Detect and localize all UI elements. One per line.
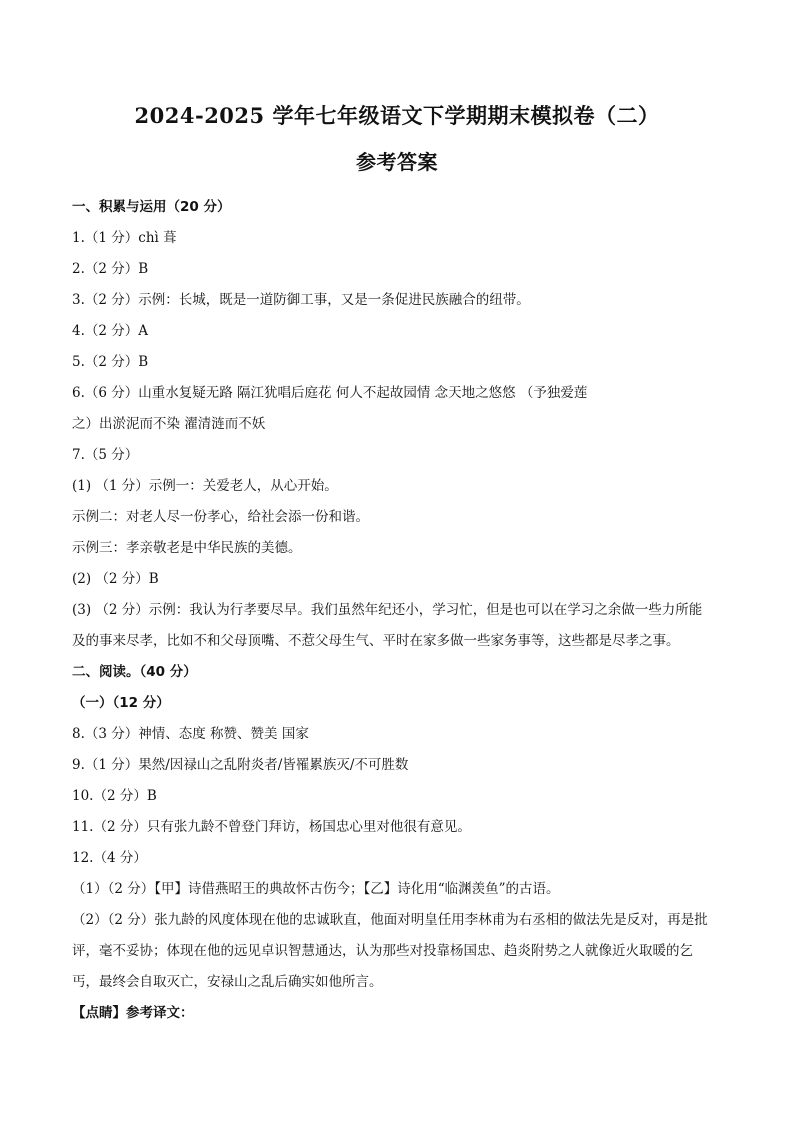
answer-line: 7.（5 分）	[72, 447, 139, 463]
answer-line: 12.（4 分）	[72, 850, 147, 866]
answer-line: 10.（2 分）B	[72, 788, 157, 804]
answer-line: （1）（2 分）【甲】诗借燕昭王的典故怀古伤今；【乙】诗化用“临渊羡鱼”的古语。	[72, 881, 560, 897]
answer-line: 6.（6 分）山重水复疑无路 隔江犹唱后庭花 何人不起故园情 念天地之悠悠 （予独爱莲	[72, 385, 588, 401]
answer-line: 9.（1 分）果然/因禄山之乱附炎者/皆罹累族灭/不可胜数	[72, 757, 409, 773]
answer-line: 丐，最终会自取灭亡，安禄山之乱后确实如他所言。	[72, 974, 383, 990]
answer-line: 示例二：对老人尽一份孝心，给社会添一份和谐。	[72, 509, 369, 525]
answer-line: 2.（2 分）B	[72, 261, 149, 277]
answer-line: 评，毫不妥协；体现在他的远见卓识智慧通达，认为那些对投靠杨国忠、趋炎附势之人就像近火取暖的乞	[72, 943, 693, 959]
section-heading: （一）（12 分）	[72, 695, 170, 711]
answer-line: (1) （1 分）示例一：关爱老人，从心开始。	[72, 478, 338, 494]
answer-line: 1.（1 分）chì 葺	[72, 230, 177, 246]
answer-line: 4.（2 分）A	[72, 323, 149, 339]
answer-line: 及的事来尽孝，比如不和父母顶嘴、不惹父母生气、平时在家多做一些家务事等，这些都是尽孝之事。	[72, 633, 680, 649]
answer-line: 11.（2 分）只有张九龄不曾登门拜访，杨国忠心里对他很有意见。	[72, 819, 471, 835]
answer-line: (3) （2 分）示例：我认为行孝要尽早。我们虽然年纪还小，学习忙，但是也可以在学习之余做一些力所能	[72, 602, 703, 618]
answer-line: 8.（3 分）神情、态度 称赞、赞美 国家	[72, 726, 309, 742]
answer-line: 之）出淤泥而不染 濯清涟而不妖	[72, 416, 266, 432]
answer-line: （2）（2 分）张九龄的风度体现在他的忠诚耿直，他面对明皇任用李林甫为右丞相的做法先是反对，再是批	[72, 912, 708, 928]
document-subtitle: 参考答案	[356, 150, 438, 174]
section-heading: 【点睛】参考译文：	[72, 1005, 194, 1021]
answer-line: 3.（2 分）示例：长城，既是一道防御工事，又是一条促进民族融合的纽带。	[72, 292, 530, 308]
section-heading: 一、积累与运用（20 分）	[72, 199, 231, 215]
section-heading: 二、阅读。（40 分）	[72, 664, 197, 680]
document-title: 2024-2025 学年七年级语文下学期期末模拟卷（二）	[134, 103, 660, 128]
answer-line: (2) （2 分）B	[72, 571, 159, 587]
answer-line: 示例三：孝亲敬老是中华民族的美德。	[72, 540, 302, 556]
answer-line: 5.（2 分）B	[72, 354, 149, 370]
